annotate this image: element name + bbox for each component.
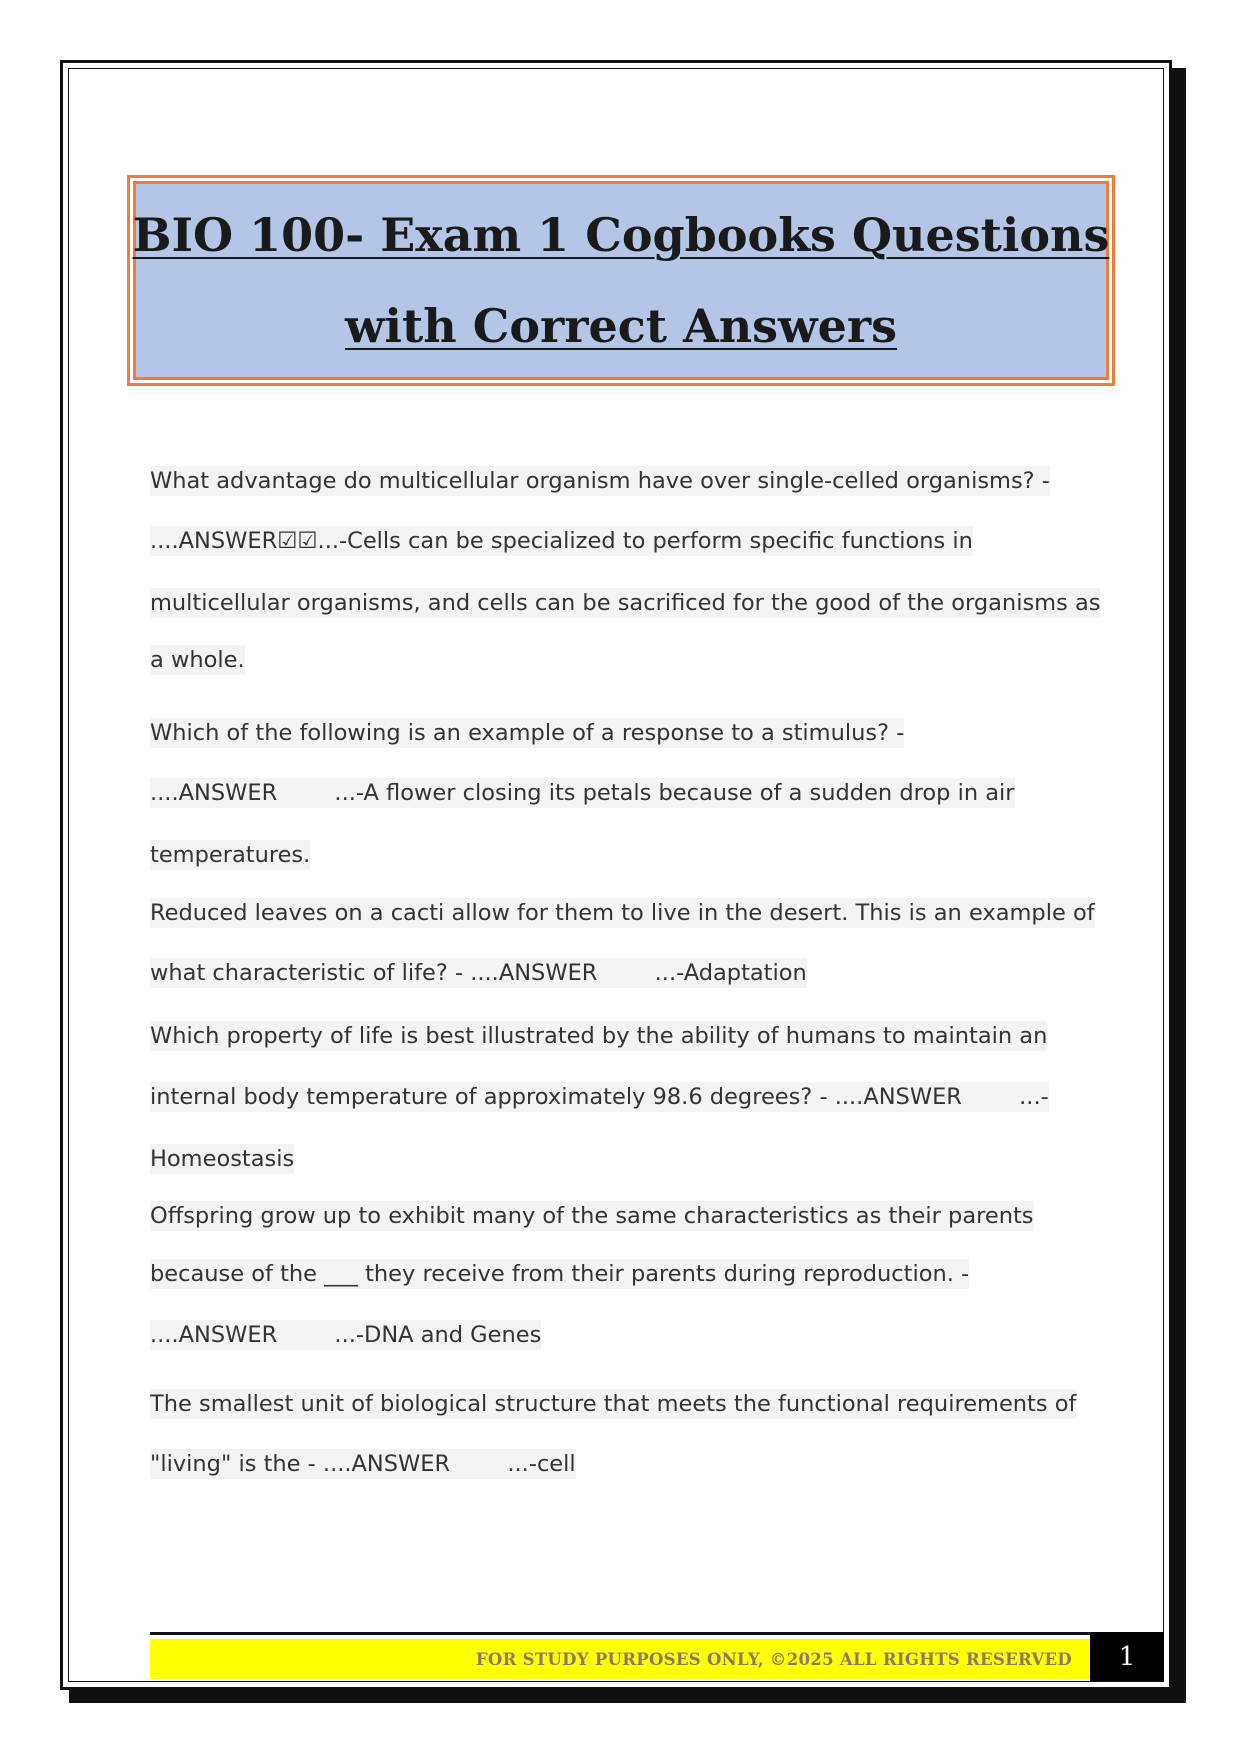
qa-line-text: Homeostasis	[150, 1146, 295, 1172]
qa-line	[150, 898, 1095, 928]
footer-bar	[150, 1639, 1090, 1679]
qa-line	[150, 778, 1015, 808]
footer-copyright: FOR STUDY PURPOSES ONLY, ©2025 ALL RIGHTS RESERVED	[475, 1649, 1072, 1669]
qa-line-text: ....ANSWER ...-DNA and Genes	[150, 1322, 542, 1348]
qa-line-text: a whole.	[150, 647, 245, 673]
qa-line-text: what characteristic of life? - ....ANSWER ...-Adaptation	[150, 960, 807, 986]
qa-line-text: because of the ___ they receive from their parents during reproduction. -	[150, 1261, 970, 1287]
qa-line	[150, 645, 245, 675]
qa-line	[150, 526, 973, 556]
qa-line	[150, 1144, 294, 1174]
qa-line-text: Offspring grow up to exhibit many of the same characteristics as their parents	[150, 1203, 1034, 1229]
title-line-2: with Correct Answers	[344, 298, 898, 353]
qa-line	[150, 1320, 541, 1350]
qa-line-text: Which of the following is an example of a response to a stimulus? -	[150, 720, 905, 746]
page-shadow-right	[1172, 68, 1186, 1703]
qa-line	[150, 1389, 1076, 1419]
qa-line-text: ....ANSWER ...-A flower closing its petals because of a sudden drop in air	[150, 780, 1015, 806]
qa-line-text: multicellular organisms, and cells can be sacrificed for the good of the organisms as	[150, 590, 1101, 616]
footer-rule	[150, 1632, 1090, 1635]
qa-line	[150, 1201, 1034, 1231]
qa-line-text: What advantage do multicellular organism have over single-celled organisms? -	[150, 468, 1050, 494]
qa-line	[150, 1259, 969, 1289]
qa-line	[150, 466, 1050, 496]
qa-line-text: temperatures.	[150, 842, 311, 868]
qa-line	[150, 1021, 1047, 1051]
qa-line	[150, 840, 310, 870]
qa-line	[150, 1082, 1049, 1112]
qa-line	[150, 958, 807, 988]
qa-line-text: The smallest unit of biological structure that meets the functional requirements of	[150, 1391, 1077, 1417]
qa-line-text: "living" is the - ....ANSWER ...-cell	[150, 1451, 576, 1477]
page-shadow-bottom	[69, 1690, 1186, 1703]
qa-line	[150, 718, 904, 748]
qa-line-text: internal body temperature of approximately 98.6 degrees? - ....ANSWER ...-	[150, 1084, 1049, 1110]
page-number-box	[1090, 1632, 1164, 1681]
title-line-1: BIO 100- Exam 1 Cogbooks Questions	[132, 207, 1110, 262]
qa-line-text: ....ANSWER☑☑...-Cells can be specialized to perform specific functions in	[150, 528, 973, 554]
page-number: 1	[1118, 1641, 1136, 1672]
qa-line-text: Reduced leaves on a cacti allow for them to live in the desert. This is an example of	[150, 900, 1095, 926]
qa-line	[150, 1449, 576, 1479]
title-box-inner	[133, 181, 1109, 380]
qa-line	[150, 588, 1100, 618]
title-box	[127, 175, 1115, 386]
qa-line-text: Which property of life is best illustrated by the ability of humans to maintain an	[150, 1023, 1048, 1049]
